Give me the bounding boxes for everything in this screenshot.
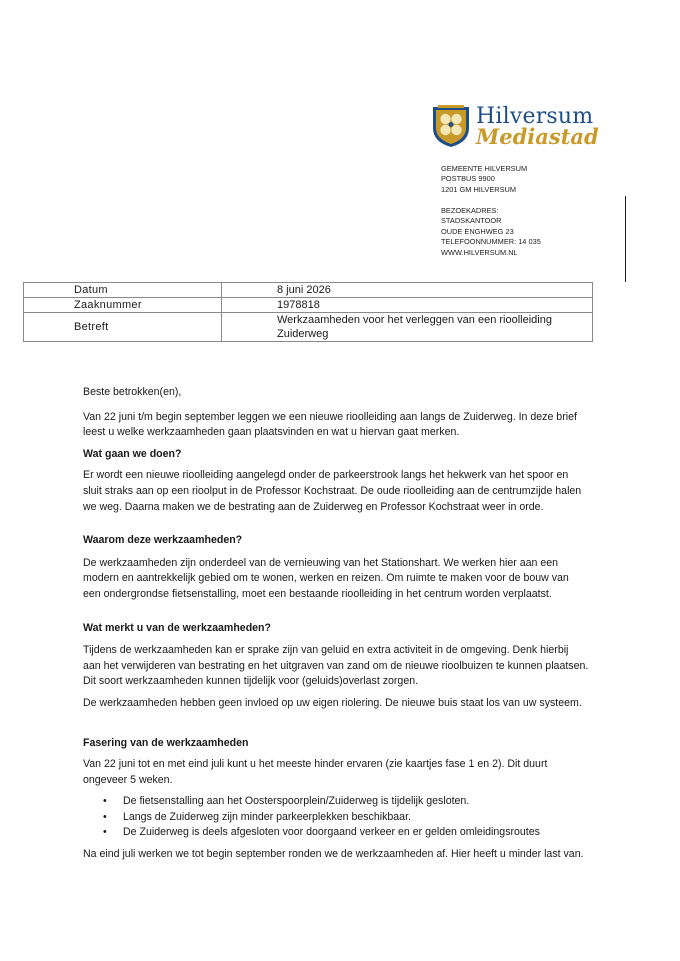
section-heading: Fasering van de werkzaamheden	[83, 736, 249, 749]
letter-meta-table	[23, 282, 593, 342]
postal-address	[441, 164, 527, 195]
list-item: • Langs de Zuiderweg zijn minder parkeerplekken beschikbaar.	[123, 810, 589, 826]
meta-label: Betreft	[24, 313, 222, 342]
section-paragraph: De werkzaamheden zijn onderdeel van de vernieuwing van het Stationshart. We werken hier aan een modern en aantrekkelijk gebied om te wonen, werken en reizen. Om ruimte te maken voor de bouw van een ondergrondse fietsenstalling, moet een bestaande rioolleiding in het centrum worden verplaatst.	[83, 556, 569, 600]
hilversum-logo	[431, 104, 599, 149]
address-line: GEMEENTE HILVERSUM	[441, 164, 528, 173]
phase-bullet-list	[83, 794, 589, 841]
intro-paragraph: Van 22 juni t/m begin september leggen we een nieuwe rioolleiding aan langs de Zuiderweg. In deze brief leest u welke werkzaamheden gaan plaatsvinden en wat u hiervan gaat merken.	[83, 410, 577, 439]
meta-value: 8 juni 2026	[222, 283, 593, 298]
section-paragraph: Er wordt een nieuwe rioolleiding aangelegd onder de parkeerstrook langs het hekwerk van het spoor en sluit straks aan op een rioolput in de Professor Kochstraat. De oude rioolleiding aan de centrumzijde halen we weg. Daarna maken we de bestrating aan de Zuiderweg en Professor Kochstraat weer in orde.	[83, 469, 582, 513]
logo-subtitle: Mediastad	[476, 124, 599, 149]
address-line: WWW.HILVERSUM.NL	[441, 247, 518, 257]
meta-label: Zaaknummer	[24, 298, 222, 313]
logo-city-name: Hilversum	[476, 104, 594, 129]
closing-paragraph: Na eind juli werken we tot begin september ronden we de werkzaamheden af. Hier heeft u minder last van.	[83, 848, 584, 861]
meta-label: Datum	[24, 283, 222, 298]
visit-address	[441, 206, 541, 258]
table-row	[24, 298, 593, 313]
coat-of-arms-icon	[431, 104, 471, 148]
address-line: OUDE ENGHWEG 23	[441, 226, 514, 236]
table-row	[24, 313, 593, 342]
section-heading: Wat merkt u van de werkzaamheden?	[83, 621, 271, 634]
meta-value: Werkzaamheden voor het verleggen van een rioolleiding Zuiderweg	[222, 313, 593, 342]
section-heading: Waarom deze werkzaamheden?	[83, 534, 243, 547]
address-line: STADSKANTOOR	[441, 216, 502, 226]
meta-value: 1978818	[222, 298, 593, 313]
address-line: POSTBUS 9900	[441, 174, 495, 184]
table-row	[24, 283, 593, 298]
salutation: Beste betrokken(en),	[83, 386, 182, 398]
address-line: TELEFOONNUMMER: 14 035	[441, 237, 541, 247]
list-item: • De Zuiderweg is deels afgesloten voor doorgaand verkeer en er gelden omleidingsroutes	[123, 825, 589, 841]
address-line: 1201 GM HILVERSUM	[441, 184, 517, 194]
section-paragraph: Van 22 juni tot en met eind juli kunt u het meeste hinder ervaren (zie kaartjes fase 1 en 2). Dit duurt ongeveer 5 weken.	[83, 758, 548, 786]
address-line: BEZOEKADRES:	[441, 206, 499, 215]
section-heading: Wat gaan we doen?	[83, 447, 182, 460]
section-paragraph: Tijdens de werkzaamheden kan er sprake zijn van geluid en extra activiteit in de omgeving. Denk hierbij aan het verwijderen van bestrating en het uitgraven van zand om de nieuwe rioolbuizen te kunnen plaatsen. Dit soort werkzaamheden kunnen tijdelijk voor (geluids)overlast zorgen.	[83, 644, 589, 688]
list-item: • De fietsenstalling aan het Oosterspoorplein/Zuiderweg is tijdelijk gesloten.	[123, 794, 589, 810]
letter-body	[83, 385, 589, 863]
margin-line	[625, 196, 626, 282]
section-paragraph: De werkzaamheden hebben geen invloed op uw eigen riolering. De nieuwe buis staat los van uw systeem.	[83, 696, 582, 709]
